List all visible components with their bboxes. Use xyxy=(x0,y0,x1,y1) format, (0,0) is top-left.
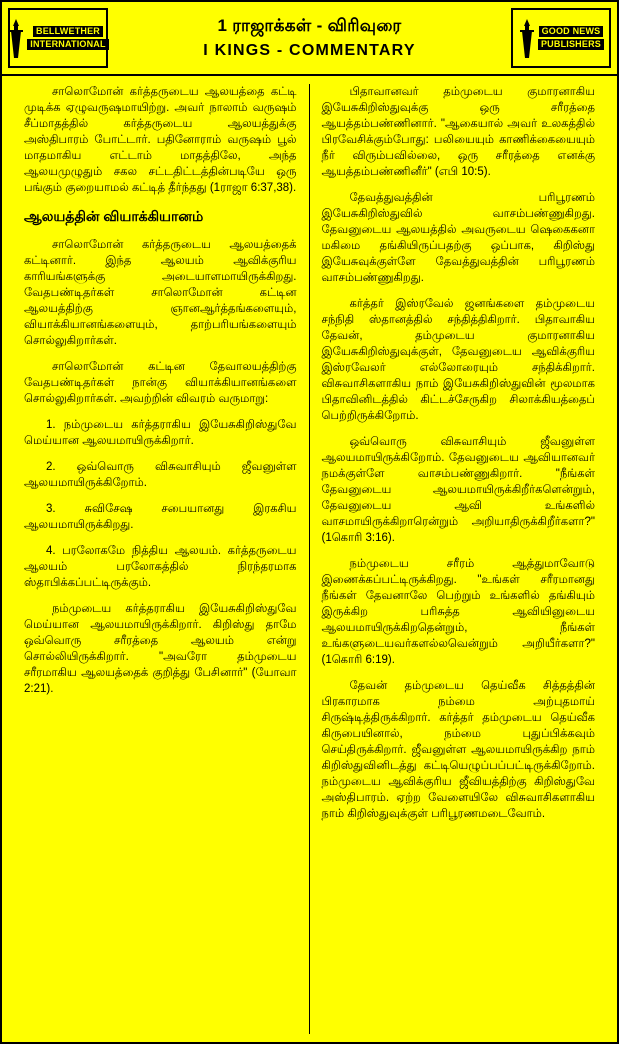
bellwether-line2: INTERNATIONAL xyxy=(27,39,108,50)
paragraph: நம்முடைய சரீரம் ஆத்துமாவோடு இணைக்கப்பட்டிருக்கிறது. "உங்கள் சரீரமானது நீங்கள் தேவனாலே பெற்றும் உங்களில் தங்கியும் இருக்கிற பரிசுத்த ஆவியினுடைய ஆலயமாயிருக்கிறதென்றும், நீங்கள் உங்களுடையவர்களல்லவென்றும் அறியீர்களா?" (1கொரி 6:19). xyxy=(321,558,595,666)
page-title xyxy=(112,2,507,74)
list-item: 2. ஒவ்வொரு விசுவாசியும் ஜீவனுள்ள ஆலயமாயிருக்கிறோம். xyxy=(24,461,297,489)
paragraph: கர்த்தர் இஸ்ரவேல் ஜனங்களை தம்முடைய சந்நிதி ஸ்தானத்தில் சந்தித்திகிறார். பிதாவாகிய தேவன், தம்முடைய குமாரனாகிய இயேசுகிறிஸ்துவுக்குள், தேவனுடைய ஆவிக்குரிய இஸ்ரவேலர் எல்லோரையும் சந்திக்கிறார். விசுவாசிகளாகிய நாம் இயேசுகிறிஸ்துவின் மூலமாக பிதாவினிடத்தில் கிட்டச்சேருகிற சிலாக்கியத்தைப் பெற்றிருக்கிறோம். xyxy=(321,298,595,422)
paragraph: நம்முடைய கர்த்தராகிய இயேசுகிறிஸ்துவே மெய்யான ஆலயமாயிருக்கிறார். கிறிஸ்து தாமே ஒவ்வொரு சரீரத்தை ஆலயம் என்று சொல்லியிருக்கிறார். "அவரோ தம்முடைய சரீரமாகிய ஆலயத்தைக் குறித்து பேசினார்" (யோவா 2:21). xyxy=(24,603,297,695)
page-header xyxy=(2,2,617,76)
paragraph: சாலொமோன் கட்டின தேவாலயத்திற்கு வேதபண்டிதர்கள் நான்கு வியாக்கியானங்களை சொல்லுகிறார்கள். அவற்றின் விவரம் வருமாறு: xyxy=(24,361,297,405)
paragraph: சாலொமோன் கர்த்தருடைய ஆலயத்தை கட்டி முடிக்க ஏழுவருஷமாயிற்று. அவர் நாலாம் வருஷம் சீப்மாதத்தில் கர்த்தருடைய ஆலயத்துக்கு அஸ்திபாரம் போட்டார். பதினோராம் வருஷம் பூல் மாதமாகிய எட்டாம் மாதத்திலே, அந்த ஆலயமுழுதும் சகல சட்டதிட்டத்தின்படியே ஒரு பங்கும் குறையாமல் கட்டித் தீர்ந்தது (1ராஜா 6:37,38). xyxy=(24,86,297,194)
bellwether-line1: BELLWETHER xyxy=(33,26,103,37)
good-news-logo xyxy=(511,8,611,68)
paragraph: தேவன் தம்முடைய தெய்வீக சித்தத்தின் பிரகாரமாக நம்மை அற்புதமாய் சிருஷ்டித்திருக்கிறார். கர்த்தர் தம்முடைய தெய்வீக கிருபையினால், நம்மை புதுப்பிக்கவும் செய்திருக்கிறார். ஜீவனுள்ள ஆலயமாயிருக்கிற நாம் கிறிஸ்துவினிடத்து கட்டியெழுப்பப்பட்டிருக்கிறோம். நம்முடைய ஆவிக்குரிய ஜீவியத்திற்கு கிறிஸ்துவே அஸ்திபாரம். ஏற்ற வேளையிலே விசுவாசிகளாகிய நாம் கிறிஸ்துவுக்குள் பரிபூரணமடைவோம். xyxy=(321,680,595,820)
torch-icon xyxy=(7,18,25,58)
bellwether-logo xyxy=(8,8,108,68)
list-item: 3. சுவிசேஷ சபையானது இரகசிய ஆலயமாயிருக்கிறது. xyxy=(24,503,297,531)
page-body xyxy=(2,76,617,1040)
title-tamil: 1 ராஜாக்கள் - விரிவுரை xyxy=(217,16,402,35)
two-column-layout xyxy=(12,84,607,1034)
paragraph: பிதாவானவர் தம்முடைய குமாரனாகிய இயேசுகிறிஸ்துவுக்கு ஒரு சரீரத்தை ஆயத்தம்பண்ணினார். "ஆகையால் அவர் உலகத்தில் பிரவேசிக்கும்போது: பலியையும் காணிக்கையையும் நீர் விரும்பவில்லை, ஒரு சரீரத்தை எனக்கு ஆயத்தம்பண்ணினீர்" (எபி 10:5). xyxy=(321,86,595,178)
torch-icon xyxy=(518,18,536,58)
left-column xyxy=(12,84,310,1034)
paragraph: சாலொமோன் கர்த்தருடைய ஆலயத்தைக் கட்டினார். இந்த ஆலயம் ஆவிக்குரிய காரியங்களுக்கு அடையாளமாயிருக்கிறது. வேதபண்டிதர்கள் சாலொமோன் கட்டின ஆலயத்திற்கு ஞானஆர்த்தங்களையும், வியாக்கியானங்களையும், தாற்பரியங்களையும் சொல்லுகிறார்கள். xyxy=(24,239,297,347)
good-news-line1: GOOD NEWS xyxy=(539,26,604,37)
section-heading: ஆலயத்தின் வியாக்கியானம் xyxy=(24,208,204,224)
list-item: 1. நம்முடைய கர்த்தராகிய இயேசுகிறிஸ்துவே மெய்யான ஆலயமாயிருக்கிறார். xyxy=(24,419,297,447)
paragraph: ஒவ்வொரு விசுவாசியும் ஜீவனுள்ள ஆலயமாயிருக்கிறோம். தேவனுடைய ஆவியானவர் நமக்குள்ளே வாசம்பண்ணுகிறார். "நீங்கள் தேவனுடைய ஆலயமாயிருக்கிறீர்களென்றும், தேவனுடைய ஆவி உங்களில் வாசமாயிருக்கிறாரென்றும் அறியாதிருக்கிறீர்களா?" (1கொரி 3:16). xyxy=(321,436,595,544)
list-item: 4. பரலோகமே நித்திய ஆலயம். கர்த்தருடைய ஆலயம் பரலோகத்தில் நிரந்தரமாக ஸ்தாபிக்கப்பட்டிருக்கும். xyxy=(24,545,297,589)
paragraph: தேவத்துவத்தின் பரிபூரணம் இயேசுகிறிஸ்துவில் வாசம்பண்ணுகிறது. தேவனுடைய ஆலயத்தில் அவருடைய ஷெகைகனா மகிமை தங்கியிருப்பதற்கு ஒப்பாக, கிறிஸ்து இயேசுவுக்குள்ளே தேவத்துவத்தின் பரிபூரணம் வாசம்பண்ணுகிறது. xyxy=(321,192,595,284)
good-news-logo-text xyxy=(538,25,604,52)
bellwether-logo-text xyxy=(27,25,108,52)
right-column xyxy=(310,84,608,1034)
title-english: I KINGS - COMMENTARY xyxy=(203,42,416,59)
good-news-line2: PUBLISHERS xyxy=(538,39,604,50)
